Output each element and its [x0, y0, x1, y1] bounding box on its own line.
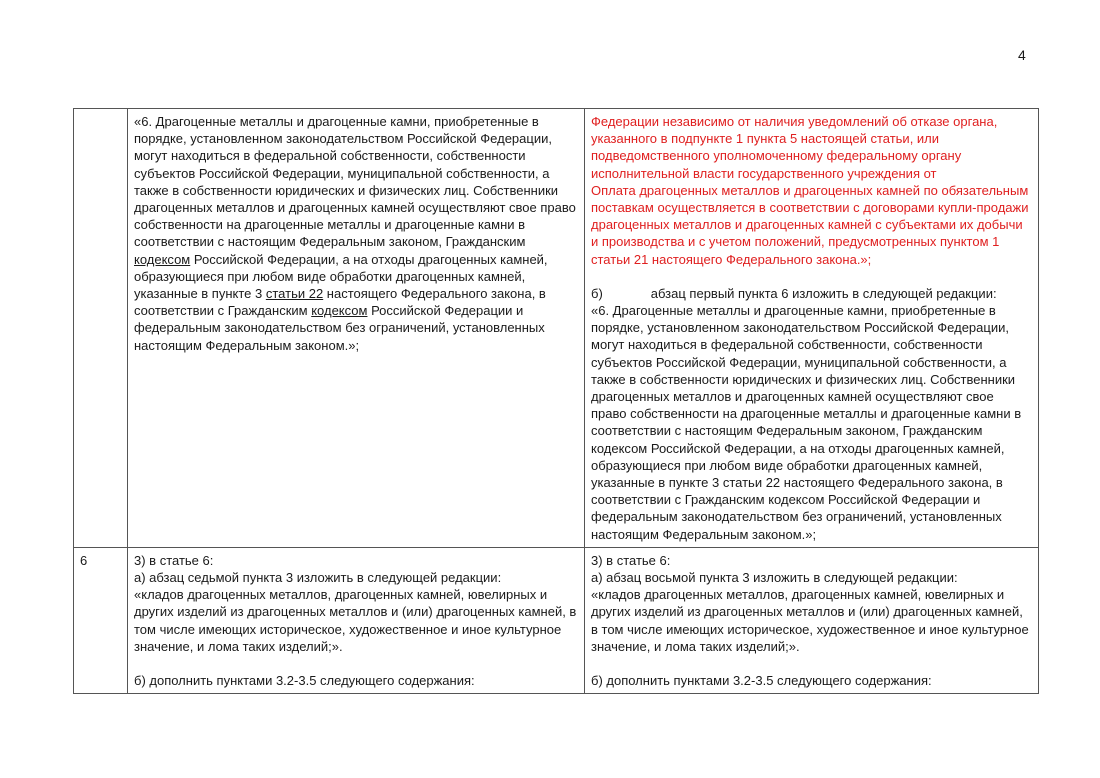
current-text-cell [128, 547, 585, 693]
page-number: 4 [1018, 47, 1026, 63]
text-fragment: Российской Федерации, а на отходы драгоценных камней, образующиеся при любом виде обработки драгоценных камней, указанные в пункте 3 [134, 251, 548, 302]
text-fragment: «6. Драгоценные металлы и драгоценные камни, приобретенные в порядке, установленном законодательством Российской Федерации, могут находиться в федеральной собственности, собственности субъектов Российской Федерации, муниципальной собственности, а также в собственности юридических и физических лиц. Собственники драгоценных металлов и драгоценных камней осуществляют свое право собственности на драгоценные металлы и драгоценные камни в соответствии с настоящим Федеральным законом, Гражданским [134, 114, 576, 250]
item-text: абзац первый пункта 6 изложить в следующей редакции: [650, 285, 997, 301]
highlighted-paragraph: Оплата драгоценных металлов и драгоценных камней по обязательным поставкам осуществляется в соответствии с договорами купли-продажи драгоценных металлов и драгоценных камней с субъектами их добычи и производства и с учетом положений, предусмотренных пунктом 1 статьи 21 настоящего Федерального закона.»; [591, 182, 1029, 267]
codex-link[interactable]: кодексом [134, 251, 191, 267]
text-line: «кладов драгоценных металлов, драгоценных камней, ювелирных и других изделий из драгоценных металлов и (или) драгоценных камней, в том числе имеющих историческое, художественное и иное культурное значение, и лома таких изделий;». [134, 587, 577, 654]
article-22-link[interactable]: статьи 22 [265, 286, 324, 302]
highlighted-paragraph: Федерации независимо от наличия уведомлений об отказе органа, указанного в подпункте 1 пункта 5 настоящей статьи, или подведомственного уполномоченному федеральному органу исполнительной власти государственного учреждения от [591, 114, 998, 181]
text-fragment: Российской Федерации и федеральным законодательством без ограничений, установленных настоящим Федеральным законом.»; [134, 303, 545, 353]
row-number-cell [74, 109, 128, 548]
comparison-table [73, 108, 1039, 694]
text-line: б) дополнить пунктами 3.2-3.5 следующего содержания: [591, 673, 932, 689]
text-line: 3) в статье 6: [134, 552, 214, 568]
proposed-text-cell [585, 547, 1039, 693]
table-row [74, 547, 1039, 693]
text-line: а) абзац седьмой пункта 3 изложить в следующей редакции: [134, 570, 502, 586]
text-line: 3) в статье 6: [591, 552, 671, 568]
current-text-cell [128, 109, 585, 548]
text-fragment: настоящего Федерального закона, в соответствии с Гражданским [134, 286, 546, 319]
text-line: б) дополнить пунктами 3.2-3.5 следующего содержания: [134, 673, 475, 689]
item-label: б) [591, 285, 603, 301]
row-number-cell: 6 [74, 547, 128, 693]
current-text-paragraph [134, 113, 578, 354]
text-line: а) абзац восьмой пункта 3 изложить в следующей редакции: [591, 570, 958, 586]
text-line: «кладов драгоценных металлов, драгоценных камней, ювелирных и других изделий из драгоценных металлов и (или) драгоценных камней, в том числе имеющих историческое, художественное и иное культурное значение, и лома таких изделий;». [591, 587, 1029, 654]
proposed-text-cell [585, 109, 1039, 548]
amendment-item [591, 285, 1032, 302]
table-row [74, 109, 1039, 548]
codex-link[interactable]: кодексом [311, 303, 368, 319]
quote-paragraph: «6. Драгоценные металлы и драгоценные камни, приобретенные в порядке, установленном законодательством Российской Федерации, могут находиться в федеральной собственности, собственности субъектов Российской Федерации, муниципальной собственности, а также в собственности юридических и физических лиц. Собственники драгоценных металлов и драгоценных камней осуществляют свое право собственности на драгоценные металлы и драгоценные камни в соответствии с настоящим Федеральным законом, Гражданским кодексом Российской Федерации, а на отходы драгоценных камней, образующиеся при любом виде обработки драгоценных камней, указанные в пункте 3 статьи 22 настоящего Федерального закона, в соответствии с Гражданским кодексом Российской Федерации и федеральным законодательством без ограничений, установленных настоящим Федеральным законом.»; [591, 303, 1022, 542]
